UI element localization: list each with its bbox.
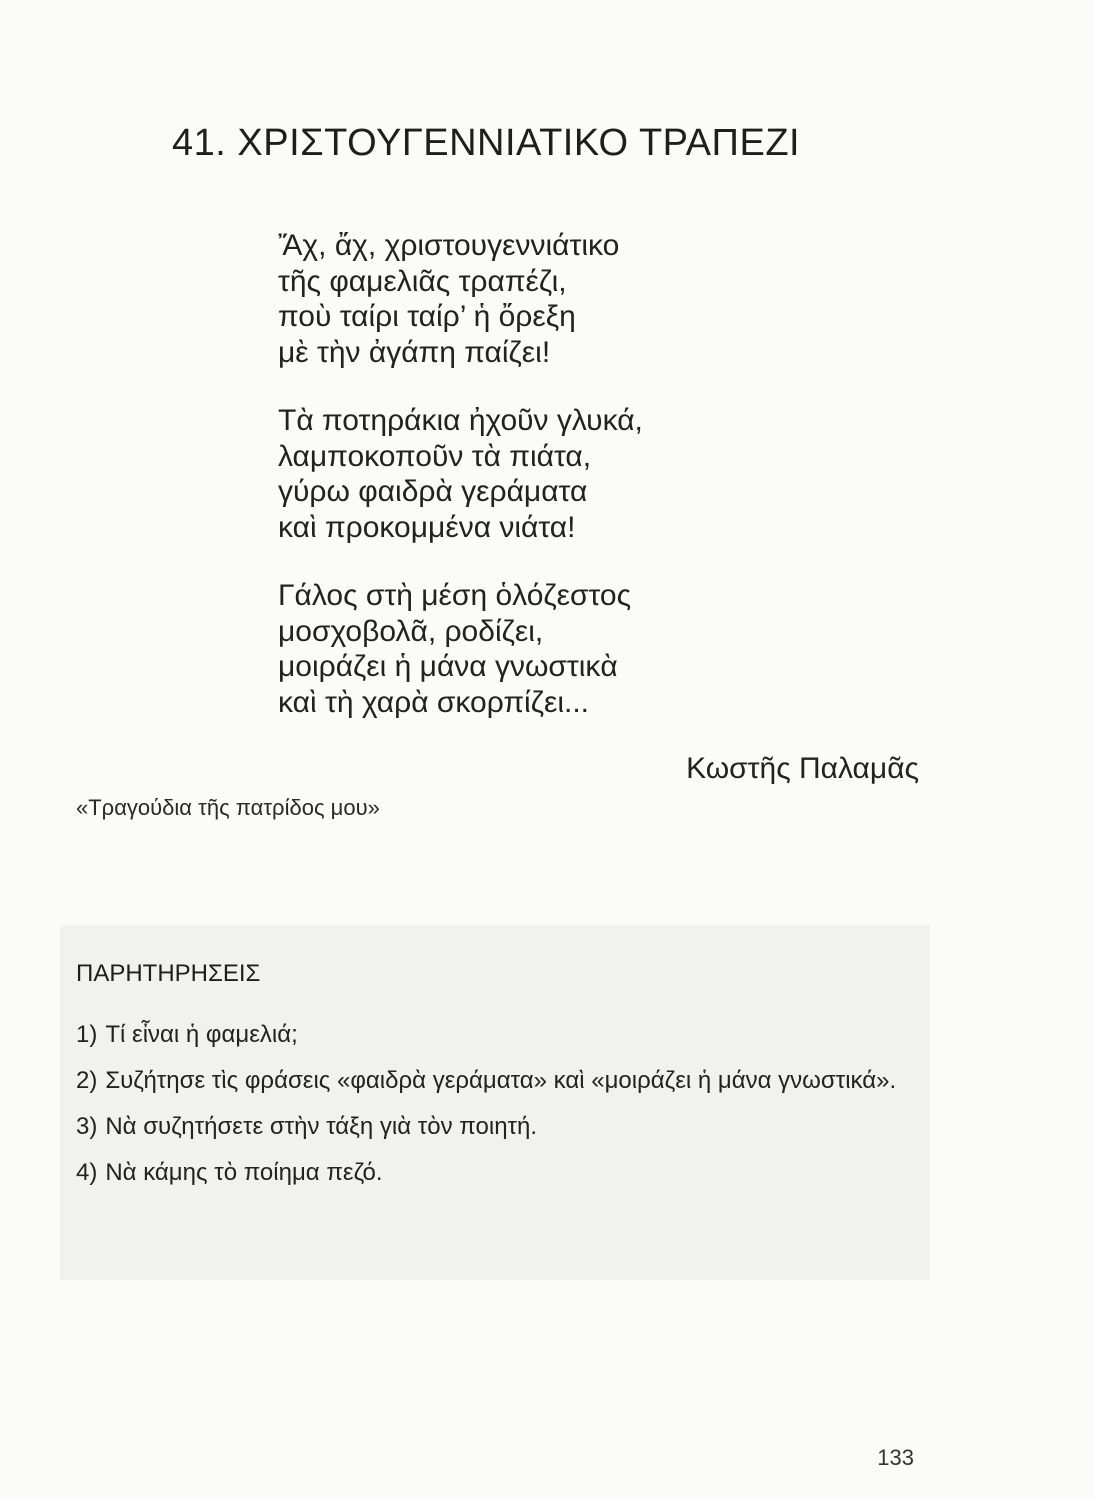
poem-line: λαμποκοποῦν τὰ πιάτα, bbox=[278, 439, 592, 473]
poem-line: μοιράζει ἡ μάνα γνωστικὰ bbox=[278, 650, 618, 683]
poem-line: καὶ τὴ χαρὰ σκορπίζει... bbox=[278, 685, 589, 719]
note-text: Τί εἶναι ἡ φαμελιά; bbox=[105, 1021, 298, 1048]
notes-heading: ΠΑΡΗΤΗΡΗΣΕΙΣ bbox=[76, 960, 261, 987]
poem-line: καὶ προκομμένα νιάτα! bbox=[278, 510, 576, 544]
note-number: 4) bbox=[76, 1159, 98, 1186]
poem-author: Κωστῆς Παλαμᾶς bbox=[686, 752, 919, 785]
stanza-3 bbox=[278, 578, 643, 720]
poem-line: Ἄχ, ἄχ, χριστουγεννιάτικο bbox=[278, 229, 620, 262]
note-text: Νὰ συζητήσετε στὴν τάξη γιὰ τὸν ποιητή. bbox=[105, 1113, 538, 1140]
poem-title: 41. ΧΡΙΣΤΟΥΓΕΝΝΙΑΤΙΚΟ ΤΡΑΠΕΖΙ bbox=[172, 122, 801, 164]
stanza-1 bbox=[278, 228, 643, 370]
poem-line: Τὰ ποτηράκια ἠχοῦν γλυκά, bbox=[278, 404, 643, 437]
poem-line: ποὺ ταίρι ταίρ’ ἡ ὄρεξη bbox=[278, 300, 576, 333]
note-item bbox=[76, 1110, 936, 1143]
note-number: 2) bbox=[76, 1067, 98, 1094]
note-text: Συζήτησε τὶς φράσεις «φαιδρὰ γεράματα» καὶ «μοιράζει ἡ μάνα γνωστικά». bbox=[105, 1067, 897, 1094]
note-item bbox=[76, 1064, 936, 1097]
poem-source: «Τραγούδια τῆς πατρίδος μου» bbox=[76, 795, 380, 820]
notes-list bbox=[76, 1018, 936, 1202]
poem-line: γύρω φαιδρὰ γεράματα bbox=[278, 475, 588, 508]
poem-line: μοσχοβολᾶ, ροδίζει, bbox=[278, 614, 544, 648]
stanza-2 bbox=[278, 403, 643, 545]
note-text: Νὰ κάμης τὸ ποίημα πεζό. bbox=[105, 1159, 383, 1186]
note-number: 1) bbox=[76, 1021, 98, 1048]
poem-body bbox=[278, 228, 643, 753]
poem-line: τῆς φαμελιᾶς τραπέζι, bbox=[278, 264, 567, 298]
poem-line: μὲ τὴν ἀγάπη παίζει! bbox=[278, 335, 551, 369]
note-item bbox=[76, 1156, 936, 1189]
note-item bbox=[76, 1018, 936, 1051]
note-number: 3) bbox=[76, 1113, 98, 1140]
page-number: 133 bbox=[877, 1445, 914, 1470]
poem-line: Γάλος στὴ μέση ὁλόζεστος bbox=[278, 579, 632, 612]
